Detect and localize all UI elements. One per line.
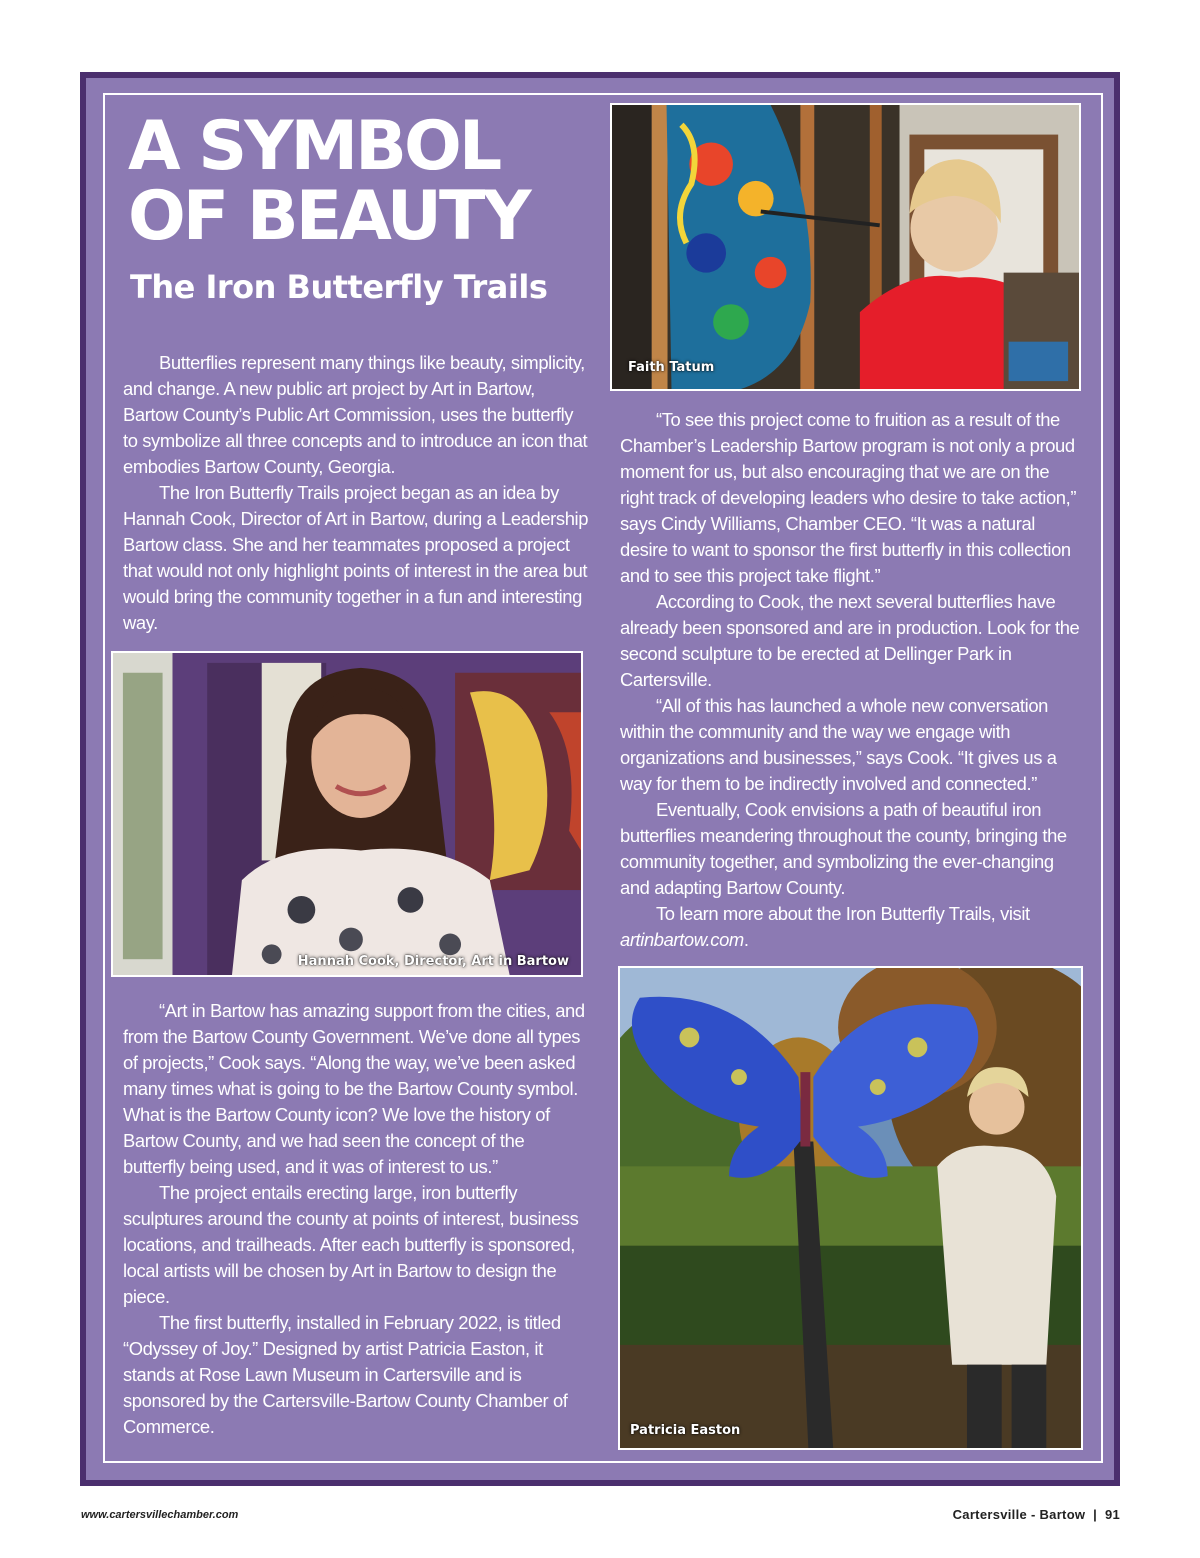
article-title-line-2: OF BEAUTY [128, 177, 529, 256]
paragraph: “To see this project come to fruition as a result of the Chamber’s Leadership Bartow program is not only a proud moment for us, but also encouraging that we are on the right track of developing leaders who desire to take action,” says Cindy Williams, Chamber CEO. “It was a natural desire to want to sponsor the first butterfly in this collection and to see this project take flight.” [620, 409, 1077, 586]
portrait-image [113, 653, 581, 975]
article-title [128, 107, 529, 256]
faith-tatum-caption: Faith Tatum [628, 360, 715, 375]
footer-publication: Cartersville - Bartow [952, 1507, 1086, 1522]
closing-text: To learn more about the Iron Butterfly Trails, visit [656, 903, 1030, 924]
footer-page-number: 91 [1104, 1507, 1120, 1522]
footer-separator: | [1093, 1507, 1098, 1522]
paragraph: “Art in Bartow has amazing support from the cities, and from the Bartow County Government. We’ve done all types of projects,” Cook says. “Along the way, we’ve been asked many times what is going to be the Bartow County symbol. What is the Bartow County icon? We love the history of Bartow County, and we had seen the concept of the butterfly being used, and it was of interest to us.” [123, 1000, 585, 1177]
closing-paragraph [620, 901, 1086, 953]
paragraph: Eventually, Cook envisions a path of beautiful iron butterflies meandering throughout the county, bringing the community together, and symbolizing the ever-changing and adapting Bartow County. [620, 799, 1067, 898]
paragraph: The first butterfly, installed in February 2022, is titled “Odyssey of Joy.” Designed by artist Patricia Easton, it stands at Rose Lawn Museum in Cartersville and is sponsored by the Cartersville-Bartow County Chamber of Commerce. [123, 1312, 568, 1437]
paragraph: According to Cook, the next several butterflies have already been sponsored and are in production. Look for the second sculpture to be erected at Dellinger Park in Cartersville. [620, 591, 1080, 690]
patricia-easton-photo [618, 966, 1083, 1450]
footer-website[interactable]: www.cartersvillechamber.com [81, 1509, 239, 1521]
hannah-cook-photo [111, 651, 583, 977]
closing-period: . [743, 929, 749, 950]
hannah-cook-caption: Hannah Cook, Director, Art in Bartow [297, 954, 569, 969]
article-subtitle: The Iron Butterfly Trails [130, 268, 548, 306]
footer-page-info [953, 1507, 1120, 1522]
left-column-top [123, 350, 589, 636]
artinbartow-link[interactable]: artinbartow.com [620, 929, 744, 950]
painting-artist-image [612, 105, 1079, 389]
article-title-line-1: A SYMBOL [128, 107, 500, 186]
paragraph: Butterflies represent many things like beauty, simplicity, and change. A new public art project by Art in Bartow, Bartow County’s Public Art Commission, uses the butterfly to symbolize all three concepts and to introduce an icon that embodies Bartow County, Georgia. [123, 352, 588, 477]
faith-tatum-photo [610, 103, 1081, 391]
left-column-bottom [123, 998, 589, 1440]
paragraph: “All of this has launched a whole new conversation within the community and the way we engage with organizations and businesses,” says Cook. “It gives us a way for them to be indirectly involved and connected.” [620, 695, 1057, 794]
right-column [620, 407, 1086, 953]
patricia-easton-caption: Patricia Easton [630, 1423, 741, 1438]
butterfly-sculpture-image [620, 968, 1081, 1448]
paragraph: The project entails erecting large, iron butterfly sculptures around the county at points of interest, business locations, and trailheads. After each butterfly is sponsored, local artists will be chosen by Art in Bartow to design the piece. [123, 1182, 579, 1307]
paragraph: The Iron Butterfly Trails project began as an idea by Hannah Cook, Director of Art in Bartow, during a Leadership Bartow class. She and her teammates proposed a project that would not only highlight points of interest in the area but would bring the community together in a fun and interesting way. [123, 482, 589, 633]
